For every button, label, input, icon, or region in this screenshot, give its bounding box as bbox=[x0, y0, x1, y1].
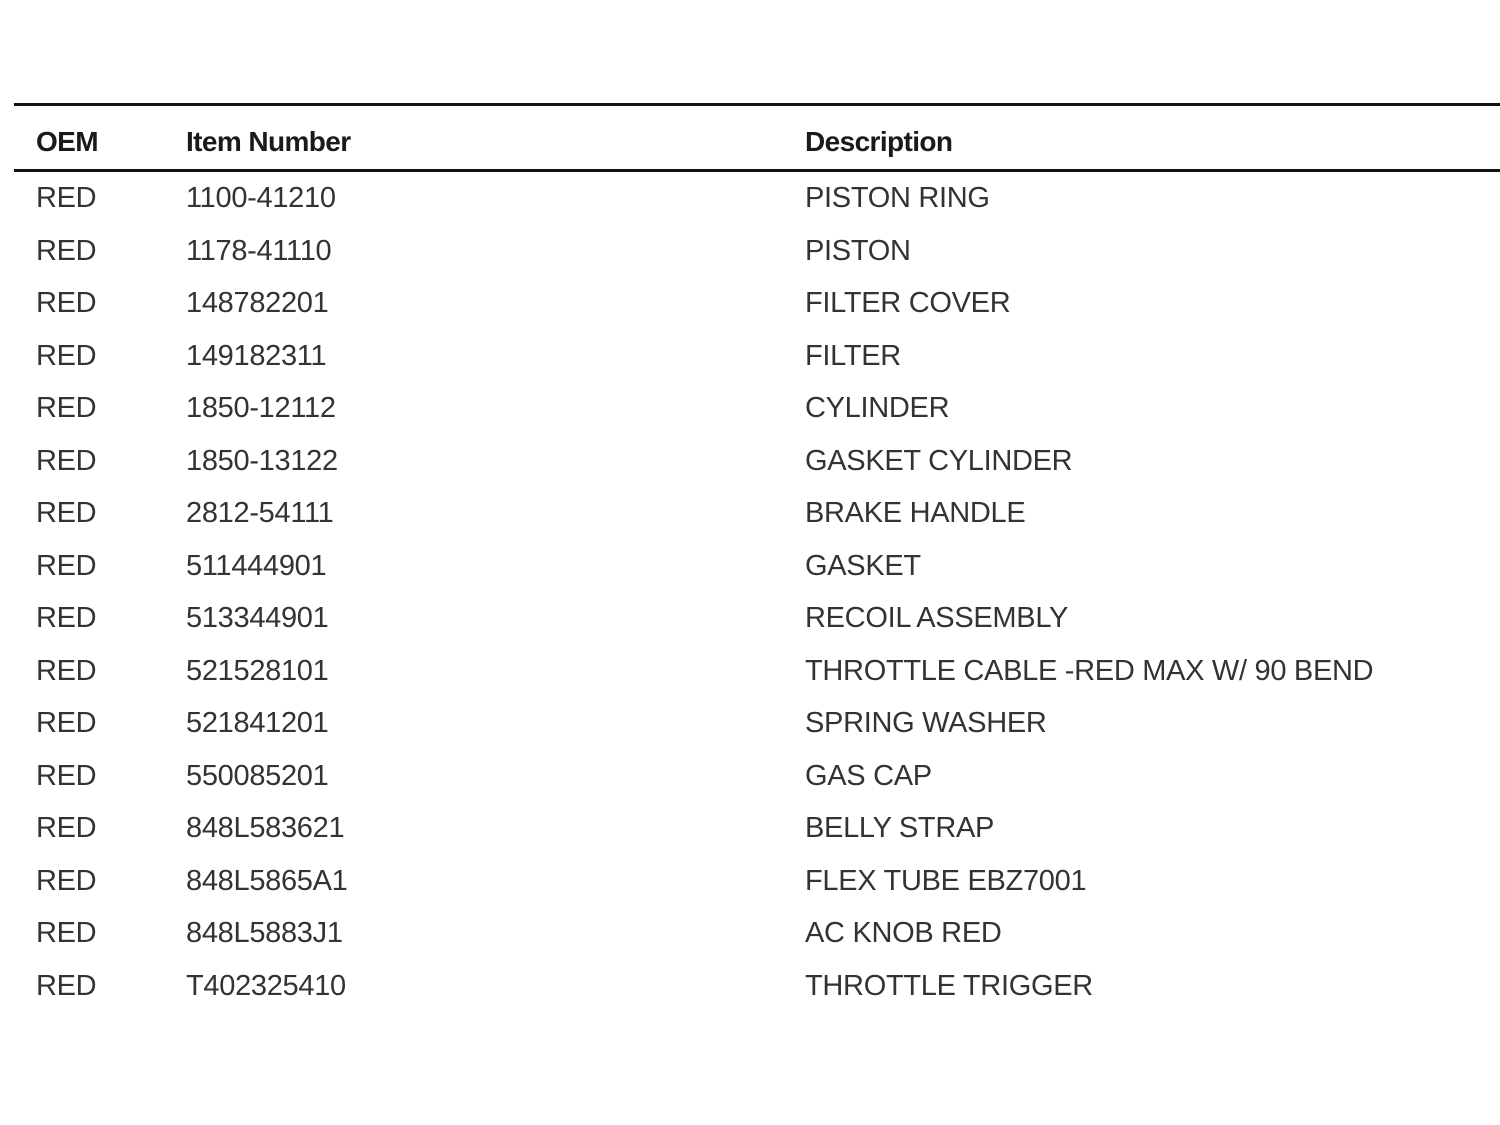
cell-description: BRAKE HANDLE bbox=[805, 497, 1026, 529]
table-row bbox=[14, 907, 1500, 960]
table-body bbox=[14, 172, 1500, 1012]
cell-item-number: 149182311 bbox=[186, 339, 327, 372]
cell-oem: RED bbox=[36, 549, 97, 582]
header-description: Description bbox=[805, 126, 953, 157]
cell-item-number: 511444901 bbox=[186, 549, 327, 582]
cell-description: FLEX TUBE EBZ7001 bbox=[805, 864, 1087, 897]
parts-table bbox=[14, 103, 1500, 1012]
cell-oem: RED bbox=[36, 182, 97, 214]
table-row bbox=[14, 645, 1500, 698]
cell-description: GASKET CYLINDER bbox=[805, 444, 1073, 477]
cell-description: AC KNOB RED bbox=[805, 917, 1002, 949]
table-row bbox=[14, 487, 1500, 540]
cell-description: GASKET bbox=[805, 549, 921, 582]
cell-item-number: 148782201 bbox=[186, 287, 329, 319]
cell-description: THROTTLE CABLE -RED MAX W/ 90 BEND bbox=[805, 654, 1374, 687]
table-row bbox=[14, 225, 1500, 278]
cell-description: THROTTLE TRIGGER bbox=[805, 969, 1093, 1002]
table-row bbox=[14, 277, 1500, 330]
table-row bbox=[14, 697, 1500, 750]
cell-oem: RED bbox=[36, 234, 97, 267]
cell-oem: RED bbox=[36, 339, 97, 372]
cell-oem: RED bbox=[36, 707, 97, 739]
cell-description: FILTER bbox=[805, 339, 901, 372]
table-row bbox=[14, 855, 1500, 908]
cell-item-number: 848L5865A1 bbox=[186, 864, 348, 897]
cell-item-number: 848L5883J1 bbox=[186, 917, 343, 949]
cell-oem: RED bbox=[36, 654, 97, 687]
table-row bbox=[14, 172, 1500, 225]
cell-oem: RED bbox=[36, 864, 97, 897]
table-header-row bbox=[14, 106, 1500, 169]
table-row bbox=[14, 960, 1500, 1013]
cell-description: RECOIL ASSEMBLY bbox=[805, 602, 1069, 634]
cell-description: CYLINDER bbox=[805, 392, 950, 424]
cell-oem: RED bbox=[36, 392, 97, 424]
cell-description: GAS CAP bbox=[805, 759, 932, 792]
header-item-number: Item Number bbox=[186, 126, 351, 157]
cell-item-number: T402325410 bbox=[186, 969, 346, 1002]
cell-oem: RED bbox=[36, 287, 97, 319]
table-row bbox=[14, 802, 1500, 855]
cell-item-number: 1850-13122 bbox=[186, 444, 338, 477]
cell-oem: RED bbox=[36, 969, 97, 1002]
cell-item-number: 848L583621 bbox=[186, 812, 345, 844]
cell-item-number: 1850-12112 bbox=[186, 392, 336, 424]
cell-description: SPRING WASHER bbox=[805, 707, 1047, 739]
cell-description: PISTON bbox=[805, 234, 911, 267]
cell-oem: RED bbox=[36, 444, 97, 477]
cell-description: BELLY STRAP bbox=[805, 812, 995, 844]
cell-oem: RED bbox=[36, 917, 97, 949]
cell-item-number: 550085201 bbox=[186, 759, 329, 792]
cell-oem: RED bbox=[36, 759, 97, 792]
cell-description: FILTER COVER bbox=[805, 287, 1011, 319]
cell-item-number: 521841201 bbox=[186, 707, 329, 739]
table-row bbox=[14, 382, 1500, 435]
cell-description: PISTON RING bbox=[805, 182, 990, 214]
cell-item-number: 2812-54111 bbox=[186, 497, 334, 529]
table-row bbox=[14, 592, 1500, 645]
cell-oem: RED bbox=[36, 602, 97, 634]
table-row bbox=[14, 330, 1500, 383]
table-row bbox=[14, 750, 1500, 803]
cell-oem: RED bbox=[36, 812, 97, 844]
cell-item-number: 513344901 bbox=[186, 602, 329, 634]
cell-item-number: 521528101 bbox=[186, 654, 329, 687]
header-oem: OEM bbox=[36, 126, 98, 157]
table-row bbox=[14, 540, 1500, 593]
cell-item-number: 1178-41110 bbox=[186, 234, 332, 267]
cell-item-number: 1100-41210 bbox=[186, 182, 336, 214]
cell-oem: RED bbox=[36, 497, 97, 529]
table-row bbox=[14, 435, 1500, 488]
